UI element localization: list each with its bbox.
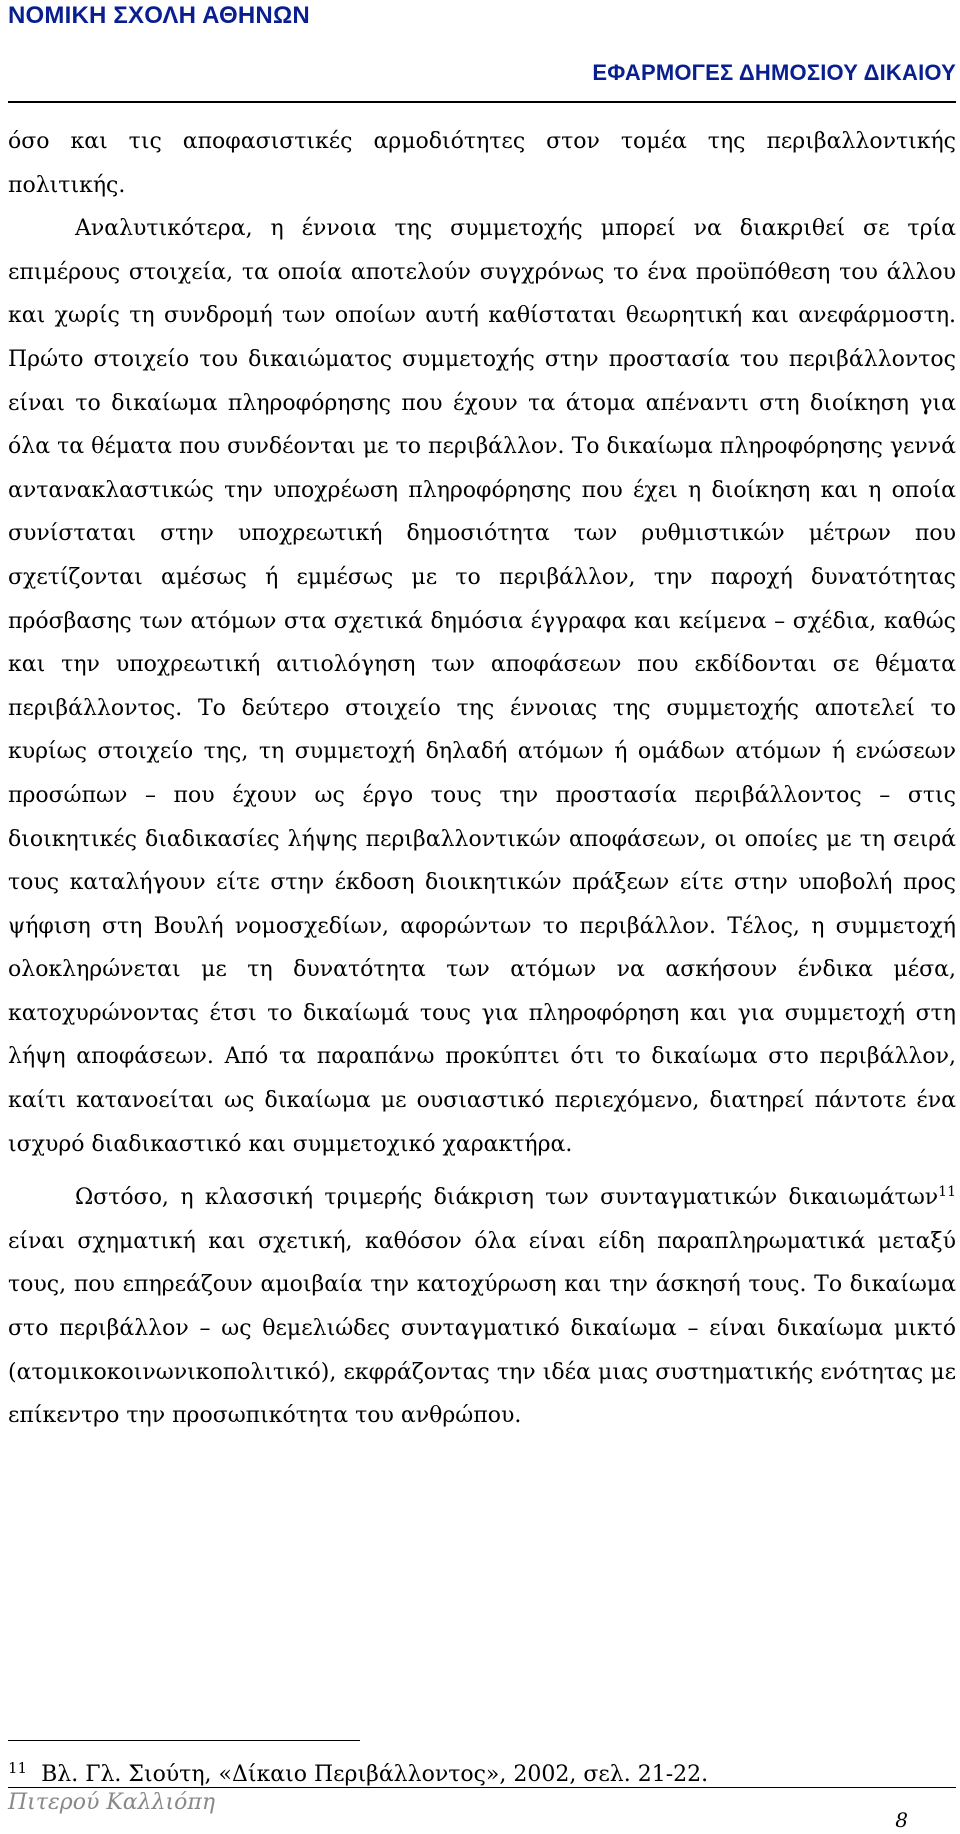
page-number: 8 <box>895 1808 908 1832</box>
paragraph-3-start: Ωστόσο, η κλασσική τριμερής διάκριση των συνταγματικών δικαιωμάτων <box>75 1185 939 1211</box>
footnote-reference[interactable]: 11 <box>938 1184 956 1201</box>
footnote-text: Βλ. Γλ. Σιούτη, «Δίκαιο Περιβάλλοντος», 2002, σελ. 21-22. <box>41 1762 709 1787</box>
main-text <box>8 120 956 1438</box>
paragraph-2: Αναλυτικότερα, η έννοια της συμμετοχής μπορεί να διακριθεί σε τρία επιμέρους στοιχεία, τα οποία αποτελούν συγχρόνως το ένα προϋπόθεση του άλλου και χωρίς τη συνδρομή των οποίων αυτή καθίσταται θεωρητική και ανεφάρμοστη. Πρώτο στοιχείο του δικαιώματος συμμετοχής στην προστασία του περιβάλλοντος είναι το δικαίωμα πληροφόρησης που έχουν τα άτομα απέναντι στη διοίκηση για όλα τα θέματα που συνδέονται με το περιβάλλον. Το δικαίωμα πληροφόρησης γεννά αντανακλαστικώς την υποχρέωση πληροφόρησης που έχει η διοίκηση και η οποία συνίσταται στην υποχρεωτική δημοσιότητα των ρυθμιστικών μέτρων που σχετίζονται αμέσως ή εμμέσως με το περιβάλλον, την παροχή δυνατότητας πρόσβασης των ατόμων στα σχετικά δημόσια έγγραφα και κείμενα – σχέδια, καθώς και την υποχρεωτική αιτιολόγηση των αποφάσεων που εκδίδονται σε θέματα περιβάλλοντος. Το δεύτερο στοιχείο της έννοιας της συμμετοχής αποτελεί το κυρίως στοιχείο της, τη συμμετοχή δηλαδή ατόμων ή ομάδων ατόμων ή ενώσεων προσώπων – που έχουν ως έργο τους την προστασία περιβάλλοντος – στις διοικητικές διαδικασίες λήψης περιβαλλοντικών αποφάσεων, οι οποίες με τη σειρά τους καταλήγουν είτε στην έκδοση διοικητικών πράξεων είτε στην υποβολή προς ψήφιση στη Βουλή νομοσχεδίων, αφορώντων το περιβάλλον. Τέλος, η συμμετοχή ολοκληρώνεται με τη δυνατότητα των ατόμων να ασκήσουν ένδικα μέσα, κατοχυρώνοντας έτσι το δικαίωμά τους για πληροφόρηση και για συμμετοχή στη λήψη αποφάσεων. Από τα παραπάνω προκύπτει ότι το δικαίωμα στο περιβάλλον, καίτι κατανοείται ως δικαίωμα με ουσιαστικό περιεχόμενο, διατηρεί πάντοτε ένα ισχυρό διαδικαστικό και συμμετοχικό χαρακτήρα. <box>8 216 956 1157</box>
footnote <box>8 1754 708 1789</box>
footer-divider <box>8 1787 956 1788</box>
paragraph-3-rest: είναι σχηματική και σχετική, καθόσον όλα είναι είδη παραπληρωματικά μεταξύ τους, που επηρεάζουν αμοιβαία την κατοχύρωση και την άσκησή τους. Το δικαίωμα στο περιβάλλον – ως θεμελιώδες συνταγματικό δικαίωμα – είναι δικαίωμα μικτό (ατομικοκοινωνικοπολιτικό), εκφράζοντας την ιδέα μιας συστηματικής ενότητας με επίκεντρο την προσωπικότητα του ανθρώπου. <box>8 1228 956 1429</box>
paragraph-3 <box>8 1176 956 1438</box>
footer-author: Πιτερού Καλλιόπη <box>8 1790 216 1815</box>
footnote-separator <box>8 1740 360 1741</box>
header-school-title: ΝΟΜΙΚΗ ΣΧΟΛΗ ΑΘΗΝΩΝ <box>8 2 310 29</box>
paragraph-1: όσο και τις αποφασιστικές αρμοδιότητες στον τομέα της περιβαλλοντικής πολιτικής. <box>8 129 956 198</box>
header-course-title: ΕΦΑΡΜΟΓΕΣ ΔΗΜΟΣΙΟΥ ΔΙΚΑΙΟΥ <box>592 60 956 85</box>
header-divider <box>8 101 956 103</box>
footnote-number: 11 <box>8 1759 28 1777</box>
